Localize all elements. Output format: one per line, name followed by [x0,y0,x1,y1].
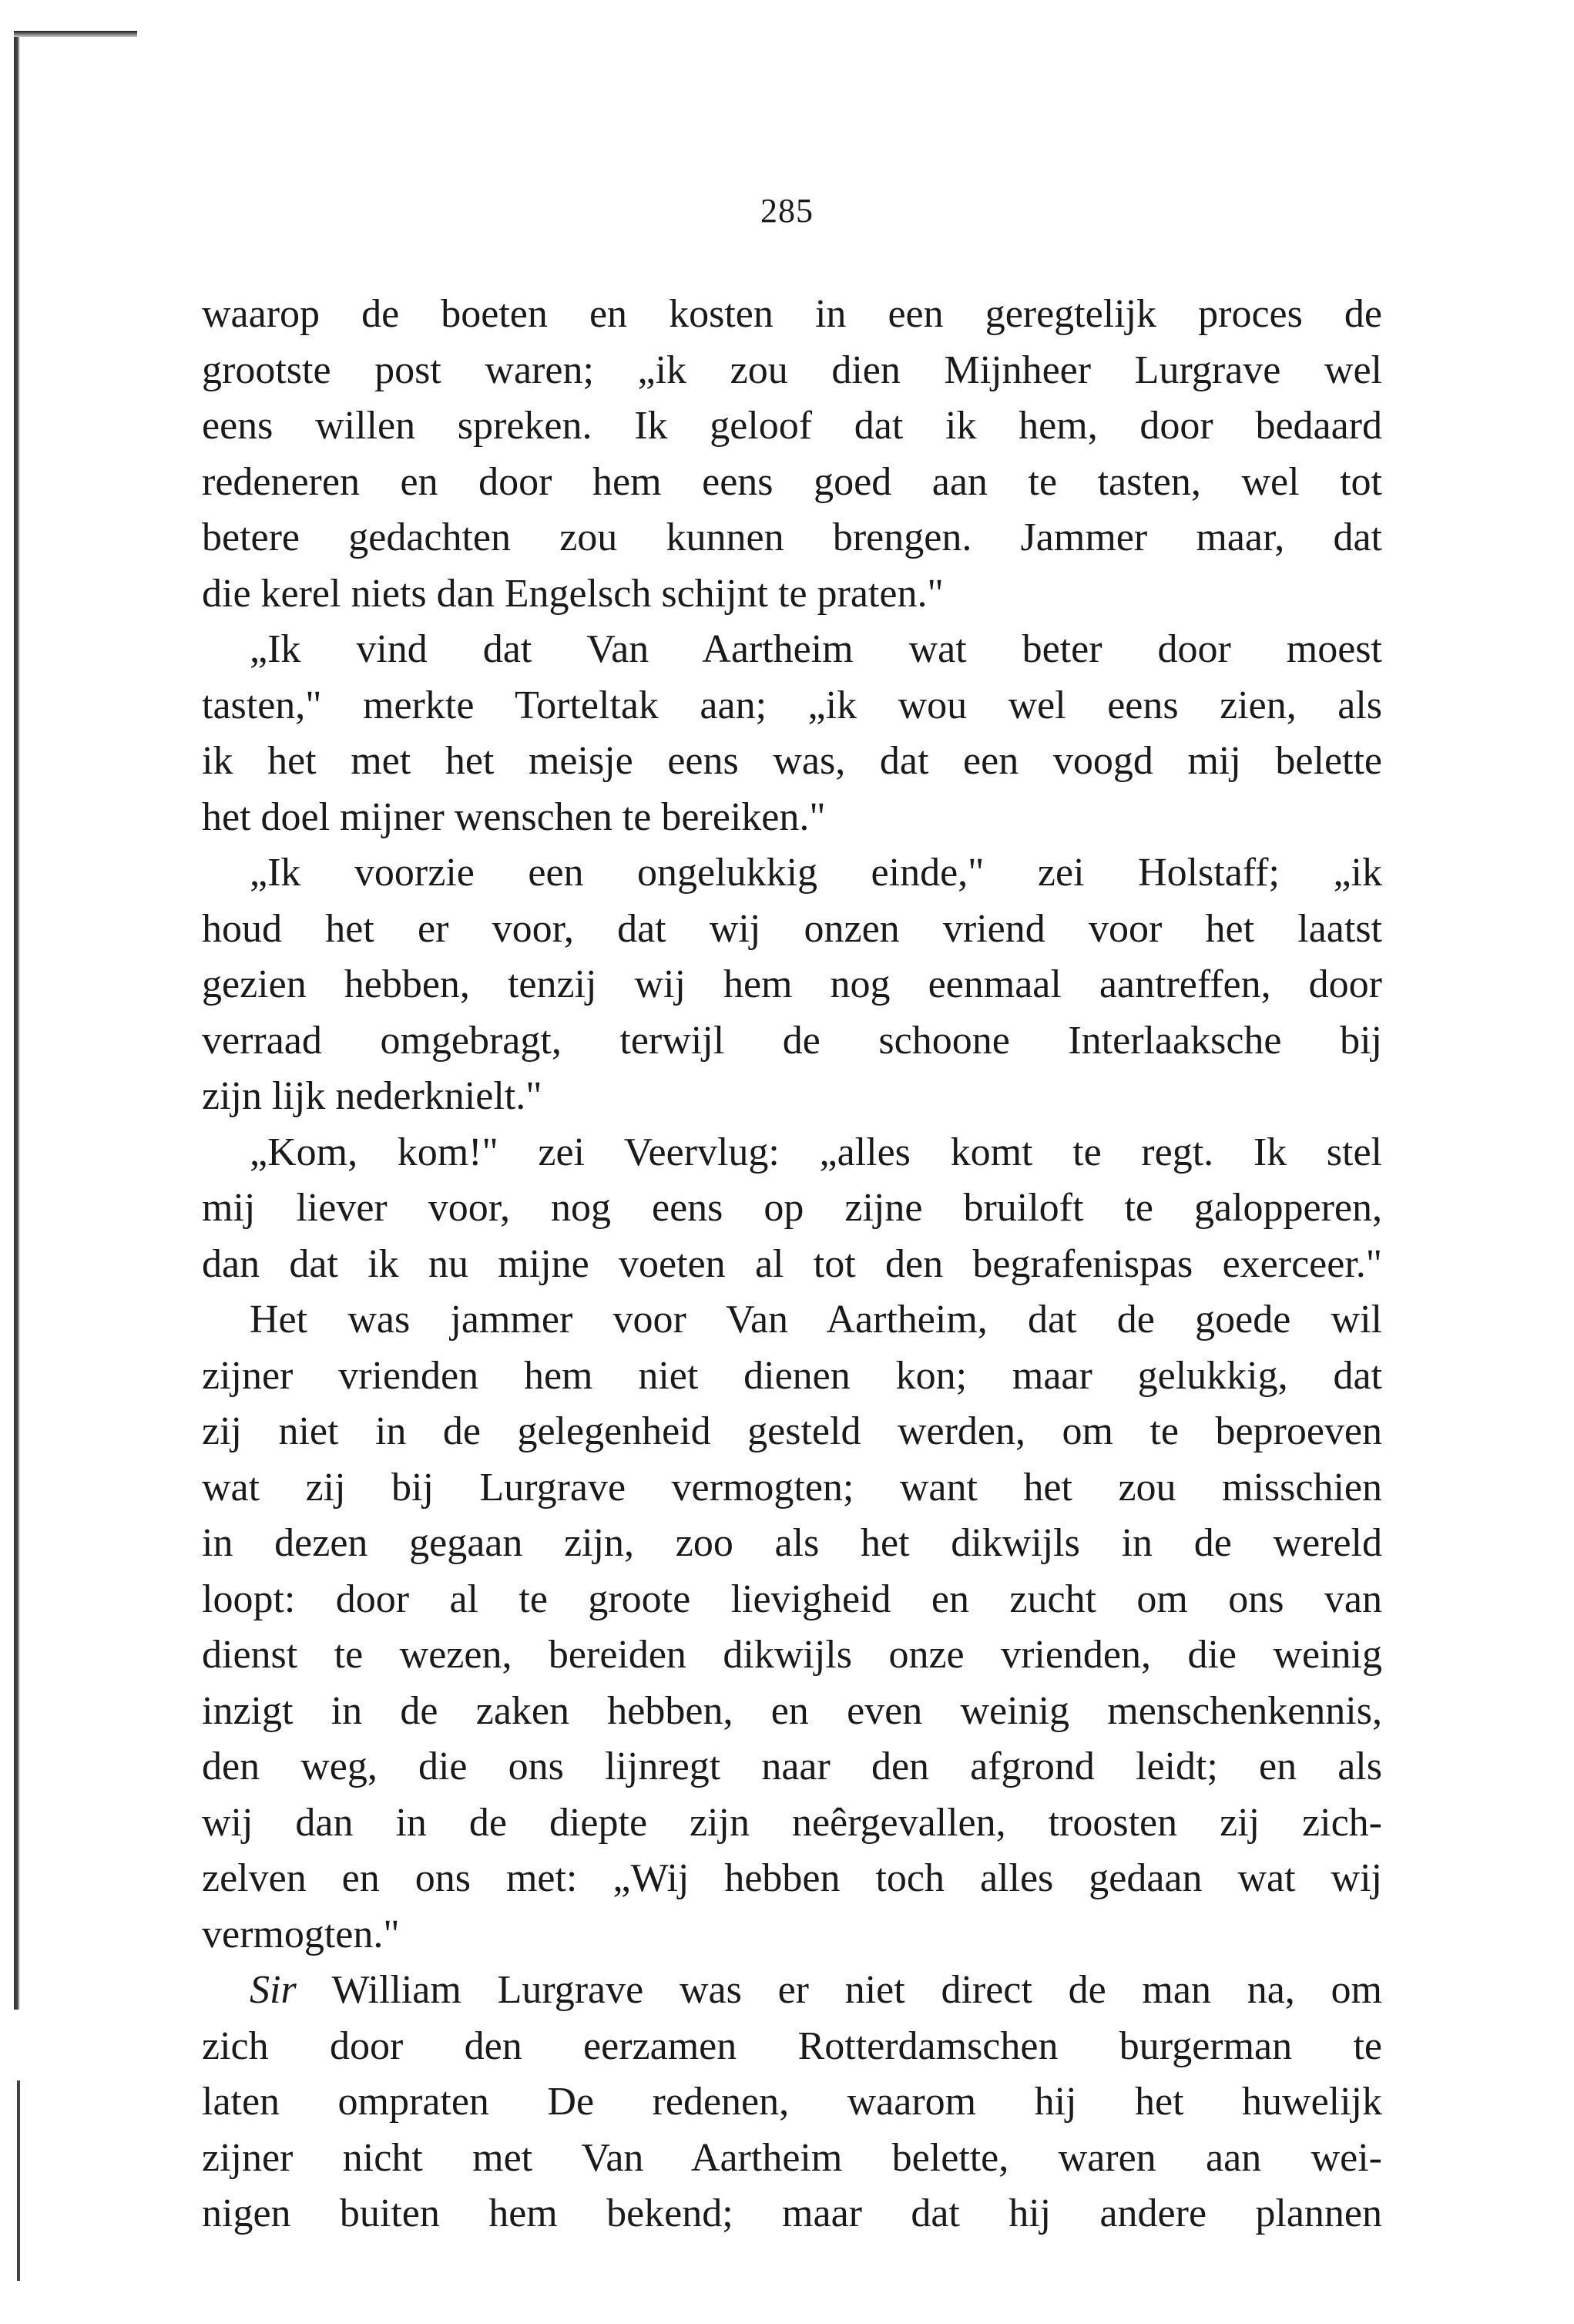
text-line-content: eens willen spreken. Ik geloof dat ik hem, door bedaard [202,404,1382,448]
text-line-content: tasten," merkte Torteltak aan; „ik wou wel eens zien, als [202,683,1382,727]
text-line-content: het doel mijner wenschen te bereiken." [202,794,826,839]
text-line-content: redeneren en door hem eens goed aan te tasten, wel tot [202,459,1382,504]
text-line [202,1516,1382,1572]
text-line [202,1627,1382,1684]
text-line-content: verraad omgebragt, terwijl de schoone Interlaaksche bij [202,1018,1382,1063]
text-line-content: zijn lijk nederknielt." [202,1074,542,1118]
text-line [202,1963,1382,2019]
text-line-content: inzigt in de zaken hebben, en even weinig menschenkennis, [202,1688,1382,1733]
text-line [202,1348,1382,1405]
text-line-content: „Kom, kom!" zei Veervlug: „alles komt te regt. Ik stel [250,1130,1382,1174]
text-line-content: zijner vrienden hem niet dienen kon; maar gelukkig, dat [202,1353,1382,1398]
text-line [202,622,1382,678]
text-line-content: den weg, die ons lijnregt naar den afgrond leidt; en als [202,1745,1382,1788]
text-line [202,1237,1382,1293]
text-line-content: houd het er voor, dat wij onzen vriend voor het laatst [202,906,1382,951]
text-line-content: dan dat ik nu mijne voeten al tot den begrafenispas exerceer." [202,1241,1382,1286]
text-line [202,455,1382,511]
text-line [202,734,1382,790]
text-line [202,1851,1382,1907]
page-number: 285 [760,192,814,230]
text-line-content: „Ik vind dat Van Aartheim wat beter door moest [250,627,1382,671]
text-line-content: die kerel niets dan Engelsch schijnt te praten." [202,571,944,616]
text-line [202,1739,1382,1795]
text-line [202,2131,1382,2187]
text-line-content: betere gedachten zou kunnen brengen. Jammer maar, dat [202,516,1382,559]
text-line-content: zelven en ons met: „Wij hebben toch alles gedaan wat wij [202,1856,1382,1900]
text-line [202,1292,1382,1348]
text-line [202,1795,1382,1852]
body-text [202,287,1382,2242]
text-line [202,398,1382,455]
text-line [202,1069,1382,1125]
text-line [202,1180,1382,1237]
text-line [202,287,1382,343]
text-line-content: mij liever voor, nog eens op zijne bruiloft te galopperen, [202,1186,1382,1230]
text-line [202,1907,1382,1963]
text-line-content: laten ompraten De redenen, waarom hij het huwelijk [202,2080,1382,2124]
text-line [202,510,1382,566]
text-line [202,1460,1382,1516]
text-line [202,678,1382,734]
text-line-content: waarop de boeten en kosten in een geregtelijk proces de [202,292,1382,336]
text-line [202,1684,1382,1740]
text-line-content: ik het met het meisje eens was, dat een voogd mij belette [202,739,1382,783]
text-line-content: loopt: door al te groote lievigheid en zucht om ons van [202,1577,1382,1621]
text-line [202,1404,1382,1460]
text-line-content: William Lurgrave was er niet direct de man na, om [331,1968,1382,2012]
binding-edge-top [14,31,137,37]
text-line [202,1013,1382,1070]
binding-edge-lower [17,2081,20,2281]
text-line [202,343,1382,399]
text-line [202,2019,1382,2075]
text-line [202,902,1382,958]
text-line-content: gezien hebben, tenzij wij hem nog eenmaal aantreffen, door [202,962,1382,1006]
text-line-content: grootste post waren; „ik zou dien Mijnheer Lurgrave wel [202,348,1382,392]
text-line-content: zich door den eerzamen Rotterdamschen burgerman te [202,2023,1382,2068]
text-line [202,845,1382,902]
text-line [202,2074,1382,2131]
text-line-content: zij niet in de gelegenheid gesteld werden, om te beproeven [202,1409,1382,1453]
text-line-content: zijner nicht met Van Aartheim belette, waren aan wei- [202,2135,1382,2180]
text-line-content: „Ik voorzie een ongelukkig einde," zei Holstaff; „ik [250,851,1382,895]
text-line [202,957,1382,1013]
text-line [202,2186,1382,2242]
italic-word: Sir [250,1968,297,2012]
text-line-content: wat zij bij Lurgrave vermogten; want het zou misschien [202,1465,1382,1510]
text-line-content: wij dan in de diepte zijn neêrgevallen, troosten zij zich- [202,1800,1382,1845]
text-line-content: dienst te wezen, bereiden dikwijls onze vrienden, die weinig [202,1633,1382,1677]
text-line-content: in dezen gegaan zijn, zoo als het dikwijls in de wereld [202,1521,1382,1565]
text-line [202,1125,1382,1181]
text-line-content: nigen buiten hem bekend; maar dat hij andere plannen [202,2191,1382,2235]
text-line [202,1572,1382,1628]
text-line [202,790,1382,846]
binding-edge [14,37,20,2010]
text-line-content: vermogten." [202,1912,400,1956]
text-line-content: Het was jammer voor Van Aartheim, dat de goede wil [250,1298,1382,1342]
text-line [202,566,1382,623]
